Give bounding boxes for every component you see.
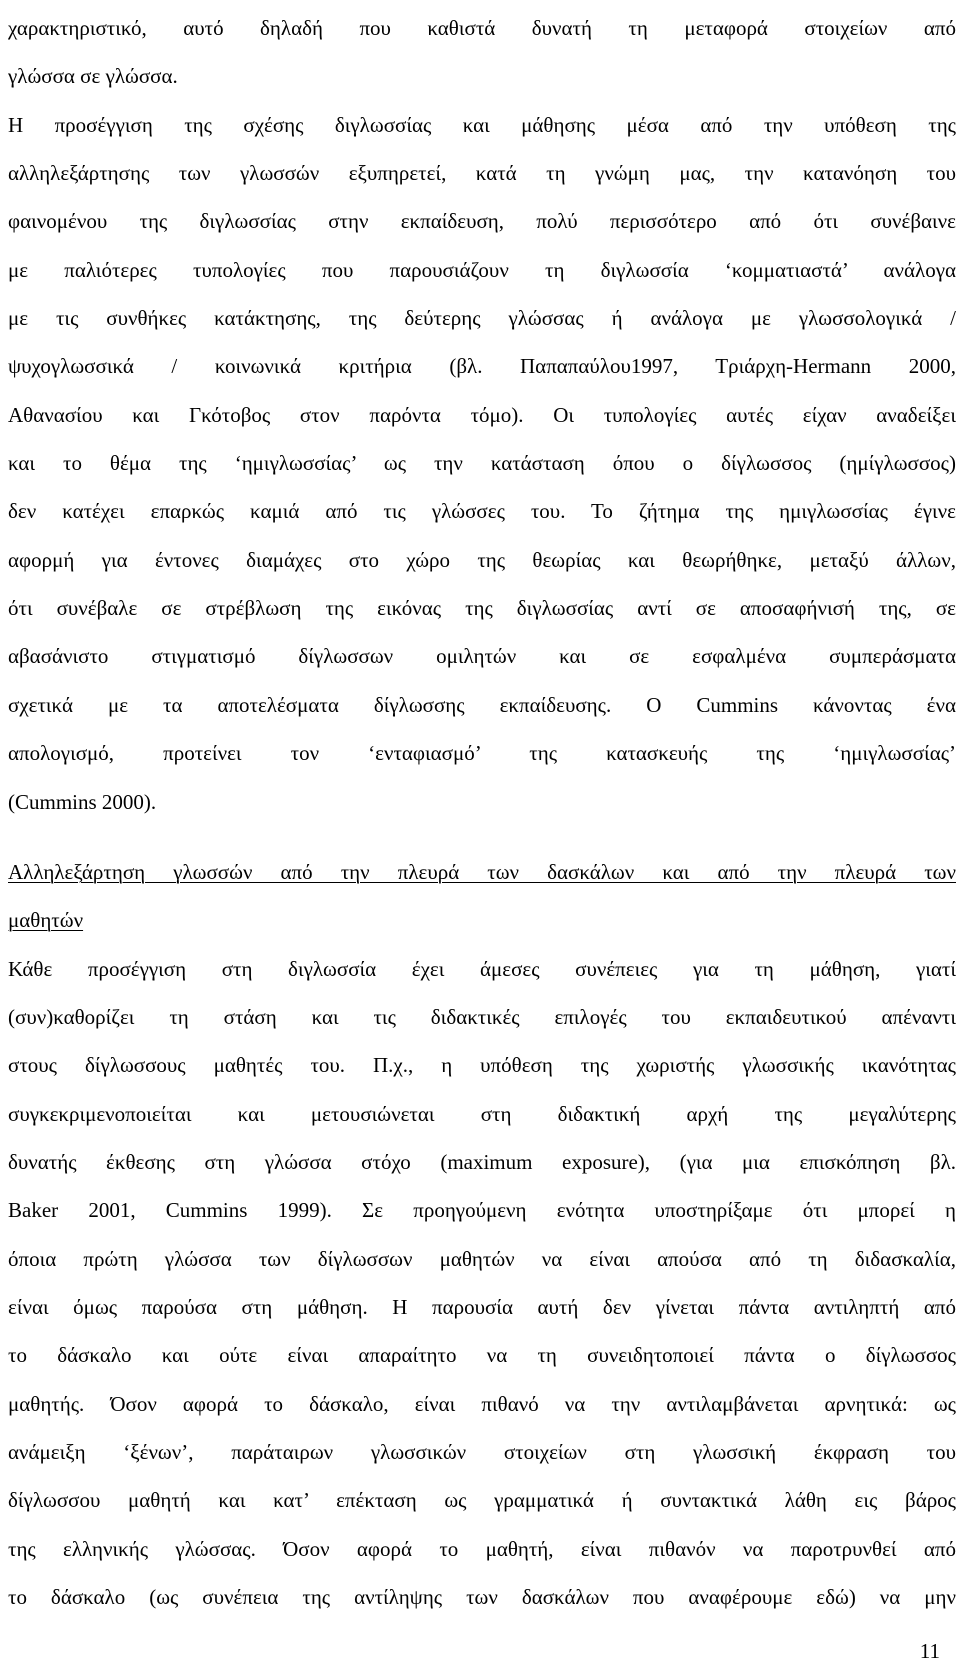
paragraph-2-line-5: με τις συνθήκες κατάκτησης, της δεύτερης γλώσσας ή ανάλογα με γλωσσολογικά / [8,306,956,331]
paragraph-2-line-2: αλληλεξάρτησης των γλωσσών εξυπηρετεί, κατά τη γνώμη μας, την κατανόηση του [8,161,956,186]
paragraph-3-line-6: Baker 2001, Cummins 1999). Σε προηγούμενη ενότητα υποστηρίξαμε ότι μπορεί η [8,1198,956,1223]
paragraph-3-line-10: μαθητής. Όσον αφορά το δάσκαλο, είναι πιθανό να την αντιλαμβάνεται αρνητικά: ως [8,1391,956,1416]
paragraph-2-line-7: Αθανασίου και Γκότοβος στον παρόντα τόμο). Οι τυπολογίες αυτές είχαν αναδείξει [8,402,956,427]
page-number: 11 [919,1639,940,1663]
paragraph-3-line-7: όποια πρώτη γλώσσα των δίγλωσσων μαθητών να είναι απούσα από τη διδασκαλία, [8,1246,956,1271]
section-heading-line-1 [8,848,956,896]
paragraph-continuation-line-1: χαρακτηριστικό, αυτό δηλαδή που καθιστά δυνατή τη μεταφορά στοιχείων από [8,16,956,40]
paragraph-2-line-8: και το θέμα της ‘ημιγλωσσίας’ ως την κατάσταση όπου ο δίγλωσσος (ημίγλωσσος) [8,451,956,476]
paragraph-3-line-9: το δάσκαλο και ούτε είναι απαραίτητο να τη συνειδητοποιεί πάντα ο δίγλωσσος [8,1343,956,1368]
paragraph-3-line-1: Κάθε προσέγγιση στη διγλωσσία έχει άμεσες συνέπειες για τη μάθηση, γιατί [8,956,956,981]
paragraph-3-line-13: της ελληνικής γλώσσας. Όσον αφορά το μαθητή, είναι πιθανόν να παροτρυνθεί από [8,1536,956,1561]
paragraph-3-line-5: δυνατής έκθεσης στη γλώσσα στόχο (maximum exposure), (για μια επισκόπηση βλ. [8,1150,956,1175]
paragraph-3-line-3: στους δίγλωσσους μαθητές του. Π.χ., η υπόθεση της χωριστής γλωσσικής ικανότητας [8,1053,956,1078]
paragraph-3-line-14: το δάσκαλο (ως συνέπεια της αντίληψης των δασκάλων που αναφέρουμε εδώ) να μην [8,1585,956,1610]
body-text-bottom [8,848,956,1622]
paragraph-3-line-11: ανάμειξη ‘ξένων’, παράταιρων γλωσσικών στοιχείων στη γλωσσική έκφραση του [8,1440,956,1465]
paragraph-2-line-3: φαινομένου της διγλωσσίας στην εκπαίδευση, πολύ περισσότερο από ότι συνέβαινε [8,209,956,234]
paragraph-2-line-11: ότι συνέβαλε σε στρέβλωση της εικόνας της διγλωσσίας αντί σε αποσαφήνισή της, σε [8,596,956,621]
paragraph-3-line-4: συγκεκριμενοποιείται και μετουσιώνεται στη διδακτική αρχή της μεγαλύτερης [8,1101,956,1126]
paragraph-2-line-12: αβασάνιστο στιγματισμό δίγλωσσων ομιλητών και σε εσφαλμένα συμπεράσματα [8,644,956,669]
paragraph-2-line-14: απολογισμό, προτείνει τον ‘ενταφιασμό’ της κατασκευής της ‘ημιγλωσσίας’ [8,741,956,766]
paragraph-2-line-13: σχετικά με τα αποτελέσματα δίγλωσσης εκπαίδευσης. Ο Cummins κάνοντας ένα [8,692,956,717]
paragraph-2-line-9: δεν κατέχει επαρκώς καμιά από τις γλώσσες του. Το ζήτημα της ημιγλωσσίας έγινε [8,499,956,524]
paragraph-2-line-10: αφορμή για έντονες διαμάχες στο χώρο της θεωρίας και θεωρήθηκε, μεταξύ άλλων, [8,547,956,572]
paragraph-2-line-15: (Cummins 2000). [8,789,157,814]
section-heading-line-2 [8,896,956,944]
body-text-top [8,4,956,826]
paragraph-2-line-4: με παλιότερες τυπολογίες που παρουσιάζουν τη διγλωσσία ‘κομματιαστά’ ανάλογα [8,257,956,282]
paragraph-3-line-2: (συν)καθορίζει τη στάση και τις διδακτικές επιλογές του εκπαιδευτικού απέναντι [8,1005,956,1030]
paragraph-3-line-8: είναι όμως παρούσα στη μάθηση. Η παρουσία αυτή δεν γίνεται πάντα αντιληπτή από [8,1295,956,1320]
paragraph-2-line-1: Η προσέγγιση της σχέσης διγλωσσίας και μάθησης μέσα από την υπόθεση της [8,112,956,137]
section-heading-text-1: Αλληλεξάρτηση γλωσσών από την πλευρά των δασκάλων και από την πλευρά των [8,860,956,884]
paragraph-3-line-12: δίγλωσσου μαθητή και κατ’ επέκταση ως γραμματικά ή συντακτικά λάθη εις βάρος [8,1488,956,1513]
paragraph-2-line-6: ψυχογλωσσικά / κοινωνικά κριτήρια (βλ. Παπαπαύλου1997, Τριάρχη-Hermann 2000, [8,354,956,379]
section-heading-text-2: μαθητών [8,908,84,933]
paragraph-continuation-line-2: γλώσσα σε γλώσσα. [8,64,178,89]
